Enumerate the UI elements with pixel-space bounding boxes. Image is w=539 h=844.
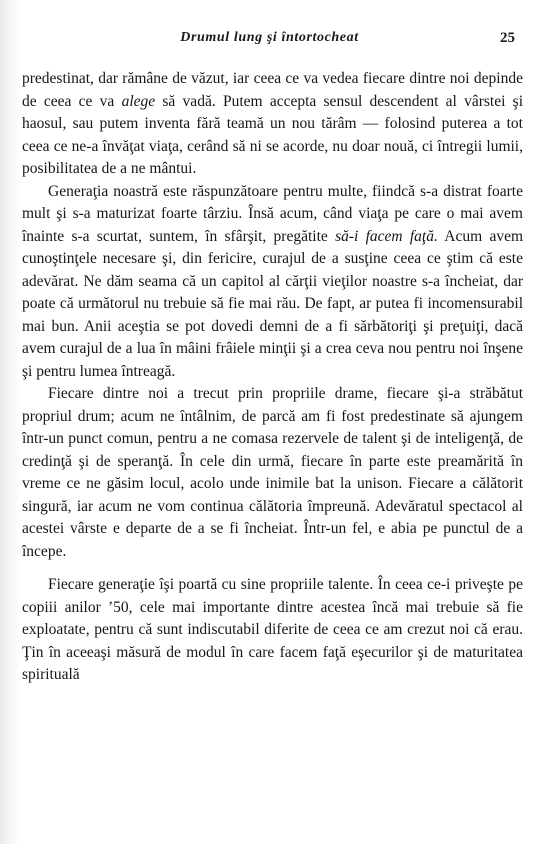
paragraph-1-text-a: predestinat, dar rămâne de văzut, iar ceea ce va vedea fiecare dintre noi depinde de ceea ce va: [22, 70, 523, 110]
page-number: 25: [500, 30, 515, 46]
page-header: [20, 30, 519, 50]
paragraph-1-italic-alege: alege: [121, 92, 156, 110]
paragraph-4-text: Fiecare generaţie îşi poartă cu sine propriile talente. În ceea ce-i priveşte pe copiii anilor ’50, cele mai importante dintre acestea încă mai trebuie să fie exploatate, pentru că sunt indiscutabil diferite de ceea ce am crezut noi că erau. Ţin în aceeaşi măsură de modul în care facem faţă eşecurilor şi de maturitatea spirituală: [22, 576, 523, 683]
paragraph-3-text: Fiecare dintre noi a trecut prin propriile drame, fiecare şi-a străbătut propriul drum; acum ne întâlnim, de parcă am fi fost predestinate să ajungem într-un punct comun, pentru a ne comasa rezervele de talent şi de inteligenţă, de credinţă şi de speranţă. În cele din urmă, fiecare în parte este preamărită în vreme ce ne găsim locul, acolo unde inimile bat la unison. Fiecare a călătorit singură, iar acum ne vom continua călătoria împreună. Adevăratul spectacol al acestei vârste e departe de a se fi încheiat. Într-un fel, e abia pe punctul de a începe.: [22, 385, 523, 560]
paragraph-2: [22, 181, 523, 384]
body-text: [22, 68, 523, 687]
paragraph-1: [22, 68, 523, 181]
paragraph-2-text-a: Generaţia noastră este răspunzătoare pentru multe, fiindcă s-a distrat foarte mult şi s-a maturizat foarte târziu. Însă acum, când viaţa pe care o mai avem înainte s-a scurtat, suntem, în sfârşit, pregătite: [22, 182, 523, 245]
paragraph-3: [22, 383, 523, 563]
paragraph-2-text-b: Acum avem cunoştinţele necesare şi, din fericire, curajul de a susţine ceea ce ştim că este adevărat. Ne dăm seama că un capitol al cărţii vieţilor noastre s-a încheiat, dar poate că următorul nu trebuie să fie mai rău. De fapt, ar putea fi incomensurabil mai bun. Anii aceştia se pot dovedi demni de a fi sărbătoriţi şi preţuiţi, dacă avem curajul de a lua în mâini frâiele minţii şi a crea ceva nou pentru noi înşene şi pentru lumea întreagă.: [22, 227, 524, 380]
running-title: Drumul lung şi întortocheat: [180, 30, 359, 45]
paragraph-1-text-b: să vadă. Putem accepta sensul descendent al vârstei şi haosul, sau putem inventa fără teamă un nou tărâm — folosind puterea a tot ceea ce ne-a învăţat viaţa, cerând să ni se acorde, nu doar nouă, ci întregii lumii, posibilitatea de a ne mântui.: [22, 92, 523, 177]
paragraph-2-italic-phrase: să-i facem faţă.: [335, 227, 438, 245]
paragraph-4: [22, 574, 523, 687]
